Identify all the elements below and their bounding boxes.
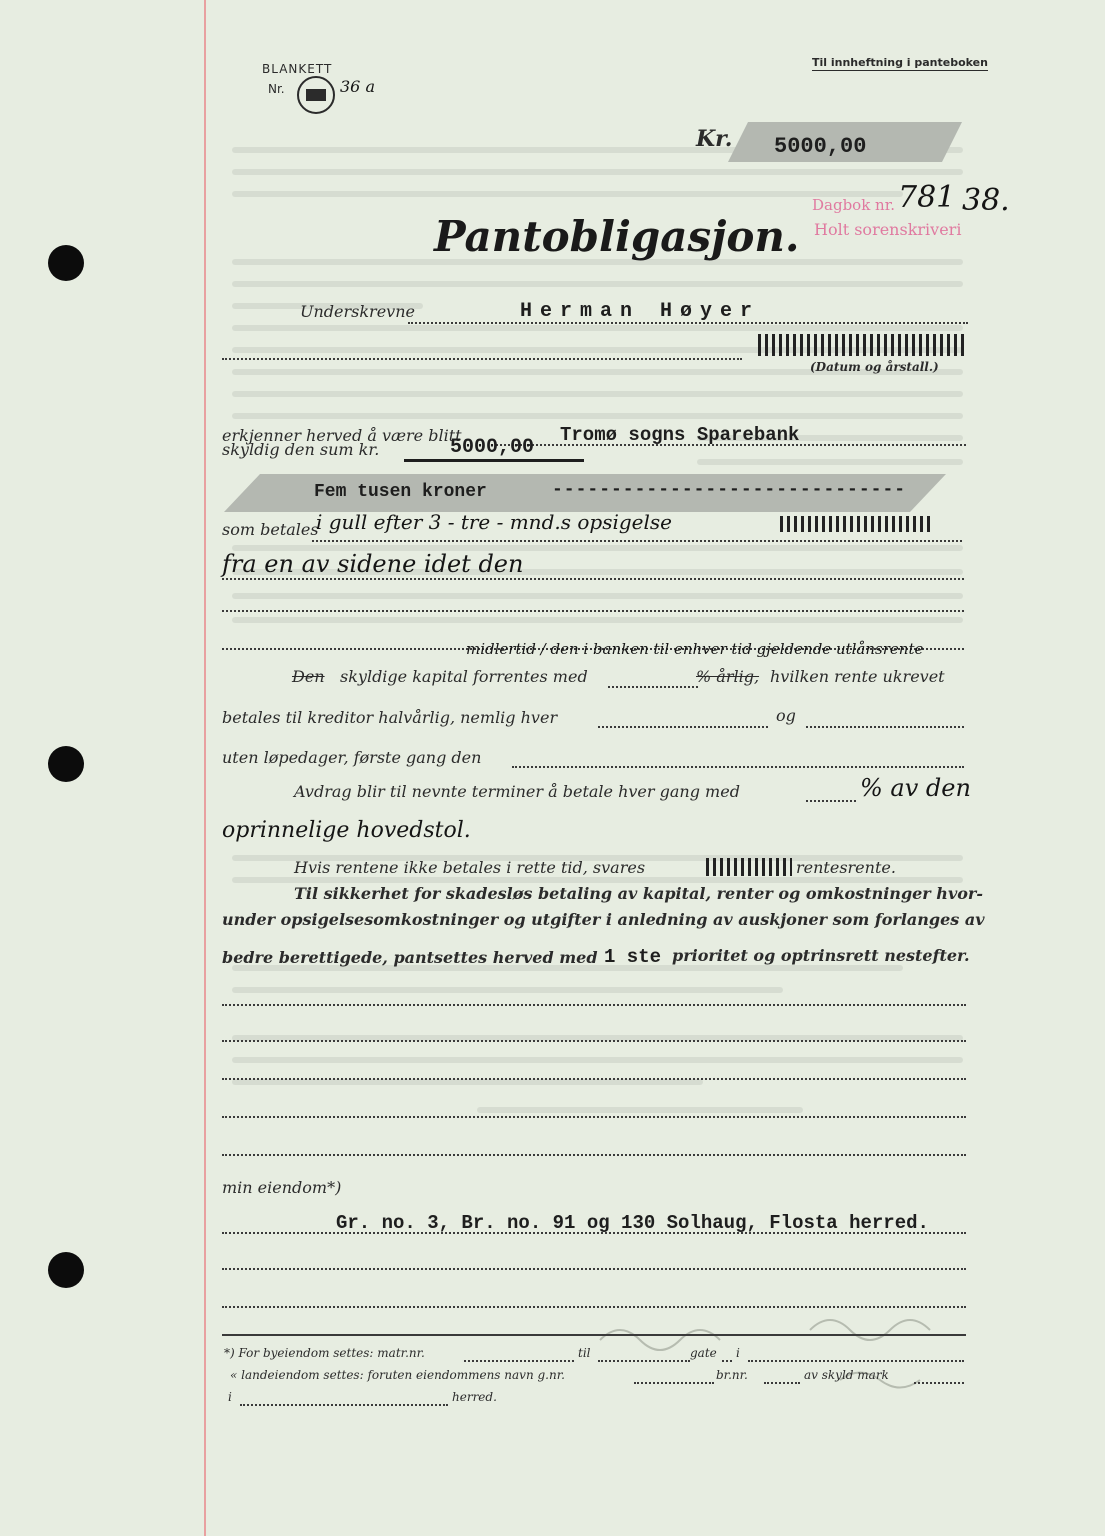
blankett-nr-value: 36 a xyxy=(340,77,375,96)
footnote-line3a: i xyxy=(228,1390,232,1404)
dagbok-label: Dagbok nr. xyxy=(812,196,896,214)
amount-value: 5000,00 xyxy=(774,134,867,159)
den-prefix-struck: Den xyxy=(292,667,325,686)
prioritet-value: 1 ste xyxy=(604,946,662,968)
red-margin-line xyxy=(204,0,206,1536)
footnote-line1a: *) For byeiendom settes: matr.nr. xyxy=(224,1346,425,1360)
dagbok-year: 38. xyxy=(962,183,1010,218)
avdrag-hand: % av den xyxy=(860,774,971,802)
underskrevne-value: Herman Høyer xyxy=(520,300,761,323)
blankett-label: BLANKETT xyxy=(262,62,333,76)
blankett-logo-seal-icon xyxy=(294,73,338,117)
office-stamp: Holt sorenskriveri xyxy=(814,220,962,239)
sikkerhet-line-3b: prioritet og optrinsrett nestefter. xyxy=(672,946,970,965)
eiendom-label: min eiendom*) xyxy=(222,1178,342,1197)
sikkerhet-line-2: under opsigelsesomkostninger og utgifter i anledning av auskjoner som forlanges av xyxy=(222,910,985,929)
crossed-out-word xyxy=(780,516,930,532)
footnote-line2a: « landeiendom settes: foruten eiendommens navn g.nr. xyxy=(230,1368,565,1382)
property-value: Gr. no. 3, Br. no. 91 og 130 Solhaug, Flosta herred. xyxy=(336,1212,929,1234)
som-betales-hand-2: fra en av sidene idet den xyxy=(222,550,524,578)
sikkerhet-line-1: Til sikkerhet for skadesløs betaling av kapital, renter og omkostninger hvor- xyxy=(294,884,983,903)
dagbok-number: 781 xyxy=(898,180,956,215)
footnote-line3b: herred. xyxy=(452,1390,497,1404)
sum-underline xyxy=(404,459,584,462)
footnote-line2c: av skyld mark xyxy=(804,1368,889,1382)
page-title: Pantobligasjon. xyxy=(434,212,800,261)
punch-hole-top xyxy=(48,245,84,281)
footnote-line2b: br.nr. xyxy=(716,1368,748,1382)
top-right-note: Til innheftning i panteboken xyxy=(812,56,988,69)
footnote-line1b: til xyxy=(578,1346,591,1360)
renter-label: Hvis rentene ikke betales i rette tid, svares xyxy=(294,858,646,877)
footnote-line1c: gate xyxy=(690,1346,717,1360)
creditor-value: Tromø sogns Sparebank xyxy=(560,424,800,446)
som-betales-label: som betales xyxy=(222,520,319,539)
footnote-rule xyxy=(222,1334,966,1336)
avdrag-label: Avdrag blir til nevnte terminer å betale hver gang med xyxy=(294,782,740,801)
hovedstol-hand: oprinnelige hovedstol. xyxy=(222,818,471,843)
percent-label-struck: % årlig, xyxy=(696,667,760,686)
punch-hole-bottom xyxy=(48,1252,84,1288)
som-betales-hand-1: i gull efter 3 - tre - mnd.s opsigelse xyxy=(316,510,672,534)
interest-line: skyldige kapital forrentes med xyxy=(340,667,588,686)
sikkerhet-line-3a: bedre berettigede, pantsettes herved med xyxy=(222,948,598,967)
lopedager-label: uten løpedager, første gang den xyxy=(222,748,482,767)
sum-words-filler: ------------------------------ xyxy=(552,480,907,500)
renter-end: rentesrente. xyxy=(796,858,896,877)
erkjenner-label: erkjenner herved å være blitt xyxy=(222,426,462,445)
footnote-line1d: i xyxy=(736,1346,740,1360)
punch-hole-middle xyxy=(48,746,84,782)
sum-value: 5000,00 xyxy=(450,436,535,459)
skyldig-label: skyldig den sum kr. xyxy=(222,440,380,459)
halvarlig-label: betales til kreditor halvårlig, nemlig hver xyxy=(222,708,558,727)
interest-line-end: hvilken rente ukrevet xyxy=(770,667,945,686)
sum-words: Fem tusen kroner xyxy=(314,482,487,502)
datum-label: (Datum og årstall.) xyxy=(810,360,939,374)
faint-signatures xyxy=(580,1300,980,1410)
blankett-nr-label: Nr. xyxy=(268,82,285,96)
crossed-out-birthdate xyxy=(758,334,968,356)
crossed-out-rente xyxy=(706,858,792,876)
og-label: og xyxy=(776,706,796,725)
interest-hand: midlertid / den i banken til enhver tid gjeldende utlånsrente xyxy=(466,640,924,658)
kr-label: Kr. xyxy=(696,126,733,152)
underskrevne-label: Underskrevne xyxy=(300,302,415,321)
